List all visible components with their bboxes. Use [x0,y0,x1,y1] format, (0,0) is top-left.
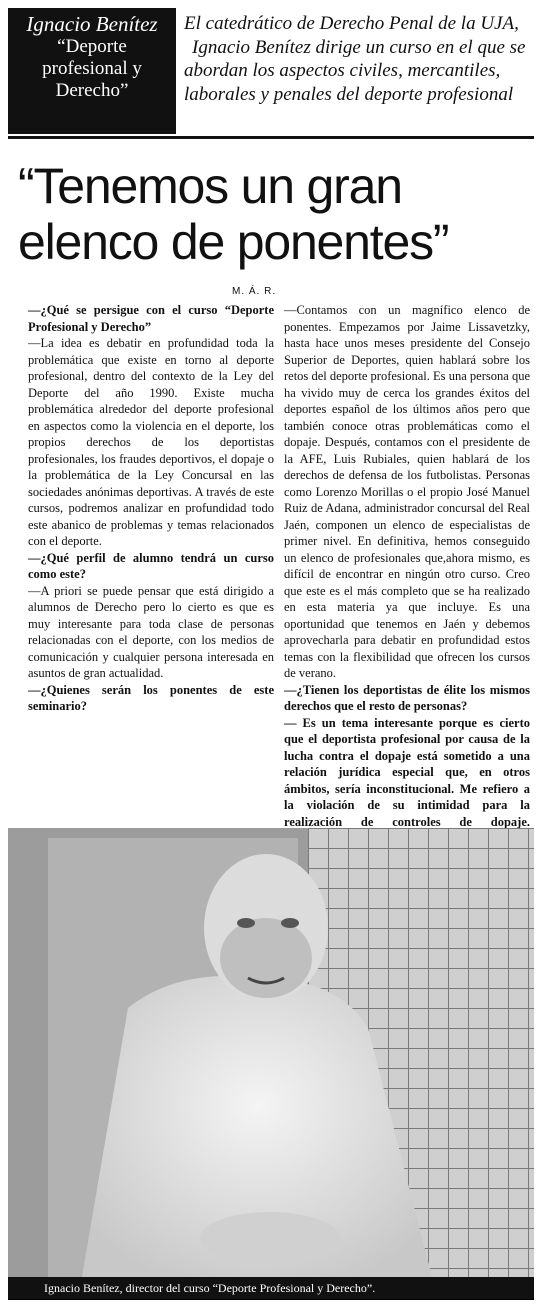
article-header [8,8,534,134]
answer: —La idea es debatir en profundidad toda la problemática que existe en torno al deporte profesional, dentro del contexto de la Ley del Deporte del año 1990. Existe mucha problemática alrededor del deporte profesional en aspectos como la violencia en el deporte, los propios derechos de los deportistas profesionales, los fraudes deportivos, el dopaje o la problemática de la Ley Concursal en las sociedades anónimas deportivas. A través de este cursos, podremos analizar en profundidad todo este abanico de problemas y temas relacionados con el deporte. [28,336,274,548]
headline-line: “Tenemos un gran [18,158,402,214]
answer: — Es un tema interesante porque es cierto que el deportista profesional por causa de la lucha contra el dopaje está sometido a una relación jurídica especial que, en otros ámbitos, sería inconstitucional. Me refiero a la violación de su intimidad para la realización de controles de dopaje. [284,715,530,829]
answer-long: —Contamos con un magnífico elenco de ponentes. Empezamos por Jaime Lissavetzky, hasta hace unos meses presidente del Consejo Superior de Deportes, quien hablará sobre los retos del deporte profesional. Es una persona que ha vivido muy de cerca los grandes éxitos del deportes español de los últimos años pero que también conoce otras problemáticas como el dopaje. Después, contamos con el presidente de la AFE, Luis Rubiales, quien hablará de los derechos de defensa de los futbolistas. Personas como Lorenzo Morillas o el propio José Manuel Ruiz de Adana, administrador concursal del Real Jaén, componen un elenco de especialistas de primer nivel. En definitiva, hemos conseguido un elenco de profesionales que,ahora mismo, es difícil de encontrar en ningún otro curso. Creo que este es el más completo que se ha realizado en esta materia ya que incluye. Es una oportunidad que tenemos en Jaén y debemos aprovecharla para debatir en profundidad estos temas con la flexibilidad que ofrecen los cursos de verano. [284,303,530,680]
headline-line: elenco de ponentes” [18,214,449,270]
deck-line: laborales y penales del deporte profesional [184,83,514,105]
kicker-topic-line: profesional y [42,58,142,79]
newspaper-page [8,8,534,1308]
kicker-name: Ignacio Benítez [26,12,158,36]
byline: M. Á. R. [232,286,277,297]
deck-line: Ignacio Benítez dirige un curso en el que se [192,36,526,58]
answer: —A priori se puede pensar que está dirigido a alumnos de Derecho pero lo cierto es que es muy interesante para toda clase de personas relacionadas con el deporte, con los medios de comunicación y cualquier persona interesada en asuntos de gran actualidad. [28,583,274,680]
photo-illustration [8,828,534,1300]
header-rule [8,136,534,139]
question: —¿Qué perfil de alumno tendrá un curso como este? [28,550,274,581]
headline [18,158,534,270]
question: —¿Tienen los deportistas de élite los mismos derechos que el resto de personas? [284,682,530,713]
question: —¿Quienes serán los ponentes de este seminario? [28,682,274,713]
kicker-topic-line: Derecho” [55,80,129,101]
question: —¿Qué se persigue con el curso “Deporte Profesional y Derecho” [28,303,274,334]
deck-line: El catedrático de Derecho Penal de la UJA, [184,13,519,34]
kicker-box [8,8,176,134]
article-deck [184,12,534,106]
kicker-topic-line: “Deporte [57,36,127,57]
portrait-photo [8,828,534,1300]
photo-caption: Ignacio Benítez, director del curso “Deporte Profesional y Derecho”. [8,1277,534,1299]
deck-line: abordan los aspectos civiles, mercantiles, [184,60,501,81]
text-column-left [28,302,274,715]
